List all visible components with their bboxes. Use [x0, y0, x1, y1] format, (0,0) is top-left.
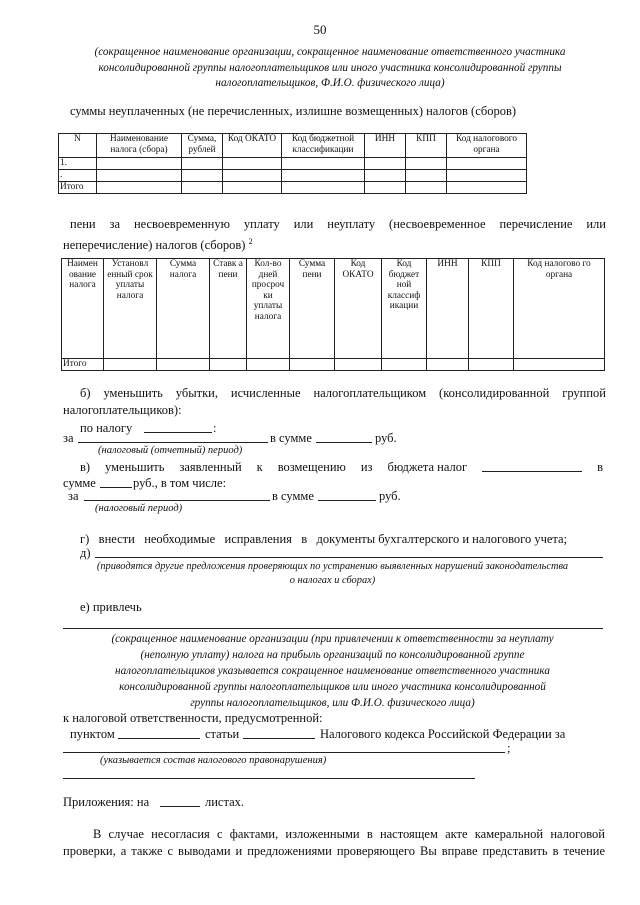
b-rub-label: руб. [375, 431, 397, 445]
table-cell [247, 359, 290, 371]
table-cell [182, 170, 223, 182]
v-period-field[interactable] [84, 500, 270, 501]
v-word: возмещению [277, 460, 346, 474]
b-period-note: (налоговый (отчетный) период) [98, 445, 243, 456]
d-proposal-field[interactable] [95, 557, 603, 558]
header-note-line: (сокращенное наименование организации, сокращенное наименование ответственного участника [94, 46, 566, 58]
table-cell [97, 158, 182, 170]
article-label: статьи [205, 727, 240, 741]
table-cell [223, 158, 282, 170]
semicolon: ; [507, 741, 511, 755]
table-row [59, 170, 527, 182]
offense-field[interactable] [63, 752, 505, 753]
header-cell: Наименование налога (сбора) [97, 134, 182, 158]
penalty-line-1: пени за несвоевременную уплату или неуплату (несвоевременное перечисление или [70, 217, 606, 231]
b-for-label: за [63, 431, 74, 445]
article-field[interactable] [243, 738, 315, 739]
header-cell: ИНН [365, 134, 406, 158]
b-tax-field[interactable] [144, 432, 212, 433]
footnote-mark: 2 [248, 237, 253, 246]
table-cell [210, 359, 247, 371]
attachments-count-field[interactable] [160, 806, 200, 807]
table-row [59, 158, 527, 170]
v-word: уменьшить [105, 460, 165, 474]
header-cell: Кол-во дней просроч ки уплаты налога [247, 259, 290, 359]
liability-line: к налоговой ответственности, предусмотренной: [63, 711, 323, 725]
page-number: 50 [313, 22, 327, 37]
v-amount-field[interactable] [318, 500, 376, 501]
table-cell [97, 182, 182, 194]
table-total-row [62, 359, 605, 371]
section-e-label: е) привлечь [80, 600, 142, 614]
table-cell [223, 170, 282, 182]
header-note-line: налогоплательщиков, Ф.И.О. физического лица) [215, 77, 445, 89]
total-label: Итого [59, 182, 97, 194]
e-note-line: налогоплательщиков указывается сокращенное наименование ответственного участника [115, 665, 550, 677]
header-cell: Код налогового органа [447, 134, 527, 158]
table-cell: 1. [59, 158, 97, 170]
v-tax-field[interactable] [482, 459, 582, 472]
clause-label: пунктом [70, 727, 115, 741]
table-cell [290, 359, 335, 371]
d-note [60, 560, 605, 588]
header-cell: КПП [406, 134, 447, 158]
header-cell: Код бюджет ной классиф икации [382, 259, 427, 359]
v-in-sum-label: в сумме [272, 489, 314, 503]
section-d-label: д) [80, 546, 91, 560]
table-cell [97, 170, 182, 182]
table-cell [469, 359, 514, 371]
unpaid-taxes-table [58, 133, 527, 194]
b-in-sum-label: в сумме [270, 431, 312, 445]
table-cell [427, 359, 469, 371]
attachments-label: Приложения: на [63, 795, 150, 809]
penalty-table [61, 258, 605, 371]
header-cell: N [59, 134, 97, 158]
header-cell: Код налогово го органа [514, 259, 605, 359]
table-cell [365, 182, 406, 194]
e-note-line: консолидированной группы налогоплательщиков или иного участника консолидированной [119, 681, 546, 693]
v-rub-label: руб. [379, 489, 401, 503]
v-for-label: за [68, 489, 79, 503]
d-note-line: о налогах и сборах) [289, 575, 376, 586]
header-cell: Сумма, рублей [182, 134, 223, 158]
code-label: Налогового кодекса Российской Федерации за [320, 727, 566, 741]
closing-line-1: В случае несогласия с фактами, изложенными в настоящем акте камеральной налоговой [93, 827, 605, 841]
header-cell: Сумма налога [157, 259, 210, 359]
table-cell [447, 170, 527, 182]
header-note [60, 45, 600, 92]
offense-note: (указывается состав налогового правонарушения) [100, 755, 327, 766]
e-note-line: группы налогоплательщиков, или Ф.И.О. физического лица) [190, 697, 475, 709]
v-word: к [256, 460, 263, 474]
v-word: заявленный [179, 460, 242, 474]
clause-field[interactable] [118, 738, 200, 739]
table-cell [223, 182, 282, 194]
v-sum-field[interactable] [100, 487, 132, 488]
penalty-line-2 [63, 233, 253, 254]
table-cell [365, 158, 406, 170]
section-b-line-1: б) уменьшить убытки, исчисленные налогоплательщиком (консолидированной группой [80, 386, 606, 400]
header-cell: КПП [469, 259, 514, 359]
v-word: из [360, 460, 373, 474]
v-sum-label: сумме [63, 476, 96, 490]
table-cell [514, 359, 605, 371]
e-note [60, 631, 605, 711]
v-period-note: (налоговый период) [95, 503, 183, 514]
table-header-row [62, 259, 605, 359]
section-b-line-2: налогоплательщиков): [63, 403, 182, 417]
table-cell [182, 158, 223, 170]
d-note-line: (приводятся другие предложения проверяющих по устранению выявленных нарушений законодательства [96, 561, 569, 572]
header-note-line: консолидированной группы налогоплательщиков или иного участника консолидированной группы [98, 61, 562, 74]
e-organization-field[interactable] [63, 628, 603, 629]
b-period-field[interactable] [78, 442, 268, 443]
header-cell: ИНН [427, 259, 469, 359]
section-g-line: г) внести необходимые исправления в документы бухгалтерского и налогового учета; [80, 532, 568, 546]
header-cell: Ставк а пени [210, 259, 247, 359]
penalty-line-2-text: неперечисление) налогов (сборов) [63, 238, 246, 253]
b-amount-field[interactable] [316, 442, 372, 443]
table-header-row [59, 134, 527, 158]
table-cell [365, 170, 406, 182]
e-note-line: (сокращенное наименование организации (при привлечении к ответственности за неуплату [111, 633, 554, 645]
v-word: в) [80, 460, 91, 474]
attachments-sheets-label: листах. [205, 795, 245, 809]
total-label: Итого [62, 359, 104, 371]
header-cell: Код бюджетной классификации [282, 134, 365, 158]
table-cell [447, 182, 527, 194]
header-cell: Наимен ование налога [62, 259, 104, 359]
table-cell [104, 359, 157, 371]
header-cell: Код ОКАТО [335, 259, 382, 359]
table-cell [406, 158, 447, 170]
table-cell [282, 158, 365, 170]
table-cell [335, 359, 382, 371]
table-cell [157, 359, 210, 371]
table-cell: . [59, 170, 97, 182]
header-cell: Установл енный срок уплаты налога [104, 259, 157, 359]
e-note-line: (неполную уплату) налога на прибыль организаций по консолидированной группе [140, 649, 525, 661]
table-cell [282, 170, 365, 182]
table-cell [447, 158, 527, 170]
b-tax-label: по налогу [80, 421, 133, 435]
section-v-line-1 [80, 459, 603, 476]
closing-line-2: проверки, а также с выводами и предложениями проверяющего Вы вправе представить в течение [63, 844, 605, 858]
table-cell [282, 182, 365, 194]
v-word: бюджета налог [387, 460, 468, 474]
sums-heading: суммы неуплаченных (не перечисленных, излишне возмещенных) налогов (сборов) [70, 104, 517, 118]
v-including-label: руб., в том числе: [133, 476, 227, 490]
header-cell: Код ОКАТО [223, 134, 282, 158]
header-cell: Сумма пени [290, 259, 335, 359]
table-cell [182, 182, 223, 194]
b-tax-colon: : [213, 421, 217, 435]
table-cell [406, 182, 447, 194]
v-word: в [597, 460, 603, 474]
table-cell [382, 359, 427, 371]
table-total-row [59, 182, 527, 194]
table-cell [406, 170, 447, 182]
offense-field-2[interactable] [63, 778, 475, 779]
